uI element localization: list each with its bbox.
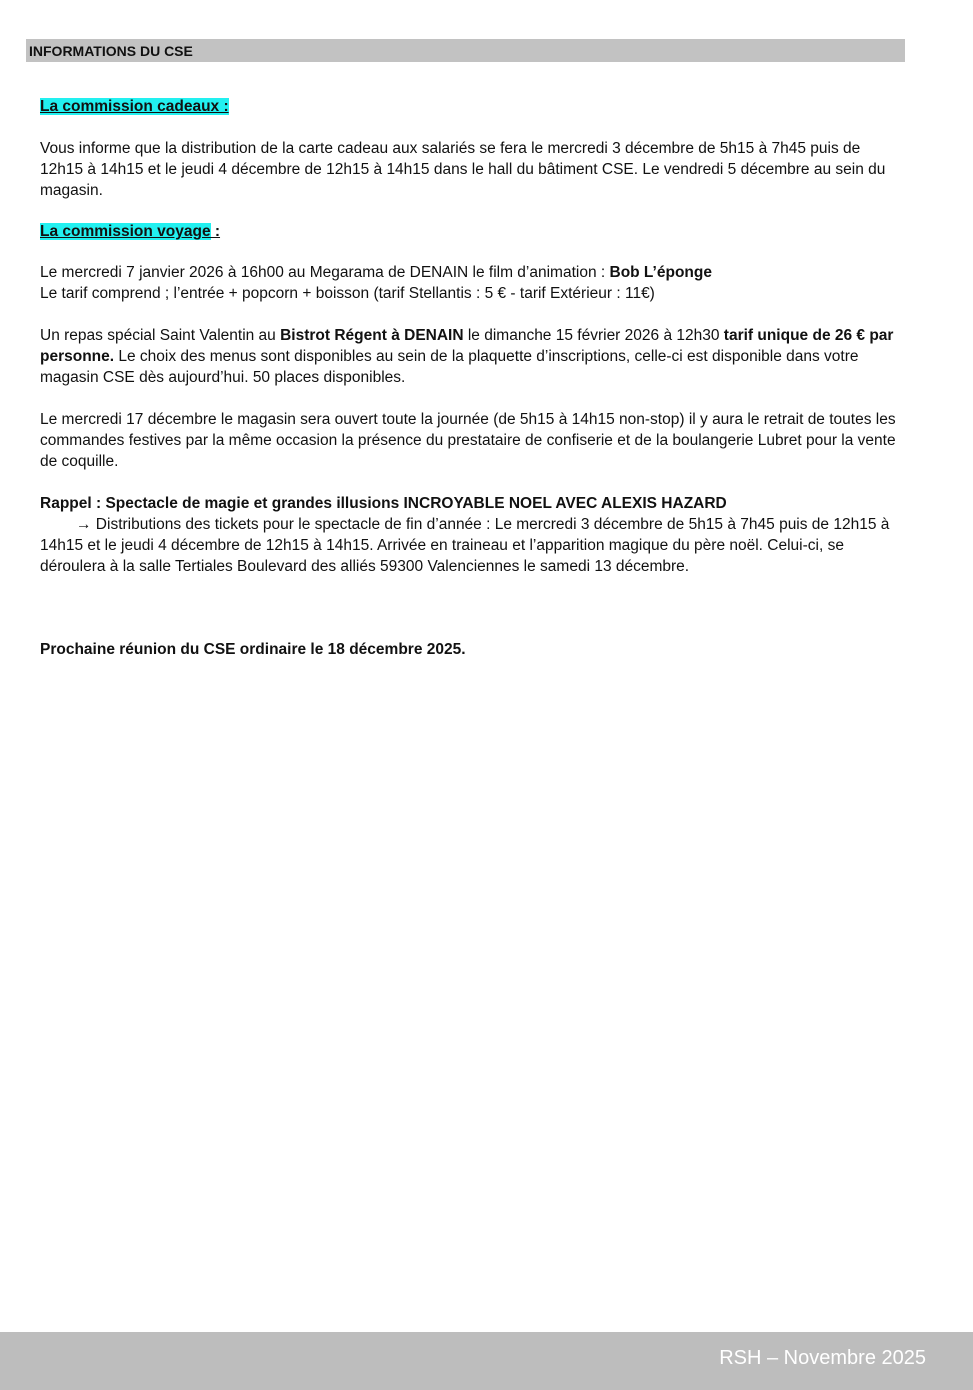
voyage-section-title: [40, 221, 905, 242]
section-header-bar: [26, 39, 905, 62]
magasin-paragraph: Le mercredi 17 décembre le magasin sera ouvert toute la journée (de 5h15 à 14h15 non-stop) il y aura le retrait de toutes les commandes festives par la même occasion la présence du prestataire de confiserie et de la boulangerie Lubret pour la vente de coquille.: [40, 411, 896, 470]
valentin-text-2: le dimanche 15 février 2026 à 12h30: [463, 327, 724, 344]
valentin-restaurant: Bistrot Régent à DENAIN: [280, 327, 464, 344]
cadeaux-section-title: [40, 96, 905, 117]
rappel-text: Distributions des tickets pour le spectacle de fin d’année : Le mercredi 3 décembre de 5h15 à 7h45 puis de 12h15 à 14h15 et le jeudi 4 décembre de 12h15 à 14h15. Arrivée en traineau et l’apparition magique du père noël. Celui-ci, se déroulera à la salle Tertiales Boulevard des alliés 59300 Valenciennes le samedi 13 décembre.: [40, 516, 890, 575]
rappel-title: [40, 493, 905, 514]
valentin-text-1: Un repas spécial Saint Valentin au: [40, 327, 281, 344]
rappel-title-text: Rappel : Spectacle de magie et grandes illusions INCROYABLE NOEL AVEC ALEXIS HAZARD: [40, 495, 727, 512]
movie-tarif: Le tarif comprend ; l’entrée + popcorn + boisson (tarif Stellantis : 5 € - tarif Extérieur : 11€): [40, 285, 655, 302]
cadeaux-paragraph: Vous informe que la distribution de la carte cadeau aux salariés se fera le mercredi 3 décembre de 5h15 à 7h45 puis de 12h15 à 14h15 et le jeudi 4 décembre de 12h15 à 14h15 dans le hall du bâtiment CSE. Le vendredi 5 décembre au sein du magasin.: [40, 140, 886, 199]
voyage-title-highlight: La commission voyage: [40, 223, 211, 240]
movie-paragraph: [40, 262, 905, 283]
document-body: [40, 96, 905, 660]
voyage-title-colon: :: [210, 223, 221, 240]
valentin-text-3: Le choix des menus sont disponibles au sein de la plaquette d’inscriptions, celle-ci est disponible dans votre magasin CSE dès aujourd’hui. 50 places disponibles.: [40, 348, 859, 386]
cadeaux-title-highlight: La commission cadeaux :: [40, 98, 229, 115]
valentin-paragraph: [40, 325, 905, 388]
footer-text: RSH – Novembre 2025: [719, 1347, 926, 1369]
rappel-paragraph: [40, 514, 905, 577]
section-header-title: INFORMATIONS DU CSE: [29, 43, 193, 59]
page-footer: [0, 1332, 973, 1390]
next-meeting-text: Prochaine réunion du CSE ordinaire le 18 décembre 2025.: [40, 641, 466, 658]
arrow-icon: →: [76, 516, 92, 533]
valentin-price: tarif unique de 26 € par personne.: [40, 327, 894, 365]
movie-title: Bob L’éponge: [609, 264, 712, 281]
next-meeting: [40, 639, 905, 660]
movie-text: Le mercredi 7 janvier 2026 à 16h00 au Megarama de DENAIN le film d’animation :: [40, 264, 610, 281]
